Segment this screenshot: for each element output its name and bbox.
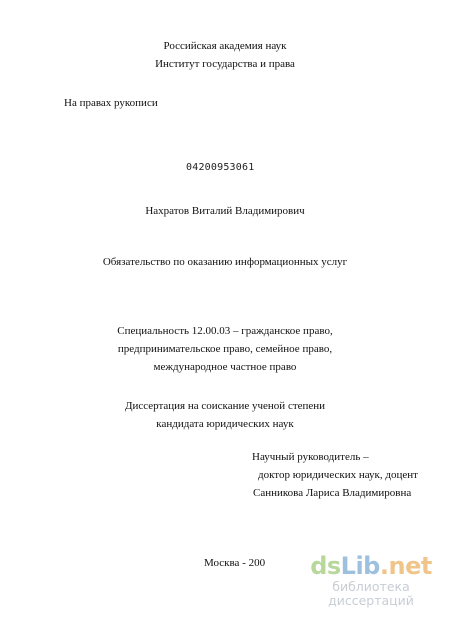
supervisor-degree: доктор юридических наук, доцент bbox=[258, 469, 418, 481]
watermark-subtitle: библиотека диссертаций bbox=[328, 579, 414, 608]
specialty-line-2: предпринимательское право, семейное право, bbox=[117, 343, 333, 355]
academy-name: Российская академия наук bbox=[163, 40, 287, 52]
institute-name: Институт государства и права bbox=[155, 58, 295, 70]
dslib-logo bbox=[306, 553, 436, 579]
degree-line-2: кандидата юридических наук bbox=[156, 418, 294, 430]
catalog-number: 04200953061 bbox=[186, 162, 255, 173]
author-name: Нахратов Виталий Владимирович bbox=[145, 205, 305, 217]
dissertation-title: Обязательство по оказанию информационных услуг bbox=[102, 256, 348, 268]
dslib-watermark bbox=[306, 553, 436, 608]
logo-part-ds: ds bbox=[310, 552, 341, 580]
specialty-line-3: международное частное право bbox=[153, 361, 297, 373]
city-year: Москва - 200 bbox=[204, 557, 266, 569]
logo-part-net: .net bbox=[379, 552, 432, 580]
supervisor-label: Научный руководитель – bbox=[252, 451, 369, 463]
degree-line-1: Диссертация на соискание ученой степени bbox=[124, 400, 326, 412]
manuscript-note: На правах рукописи bbox=[64, 97, 158, 109]
logo-part-lib: Lib bbox=[340, 552, 380, 580]
supervisor-name: Санникова Лариса Владимировна bbox=[253, 487, 412, 499]
specialty-line-1: Специальность 12.00.03 – гражданское право, bbox=[117, 325, 333, 337]
